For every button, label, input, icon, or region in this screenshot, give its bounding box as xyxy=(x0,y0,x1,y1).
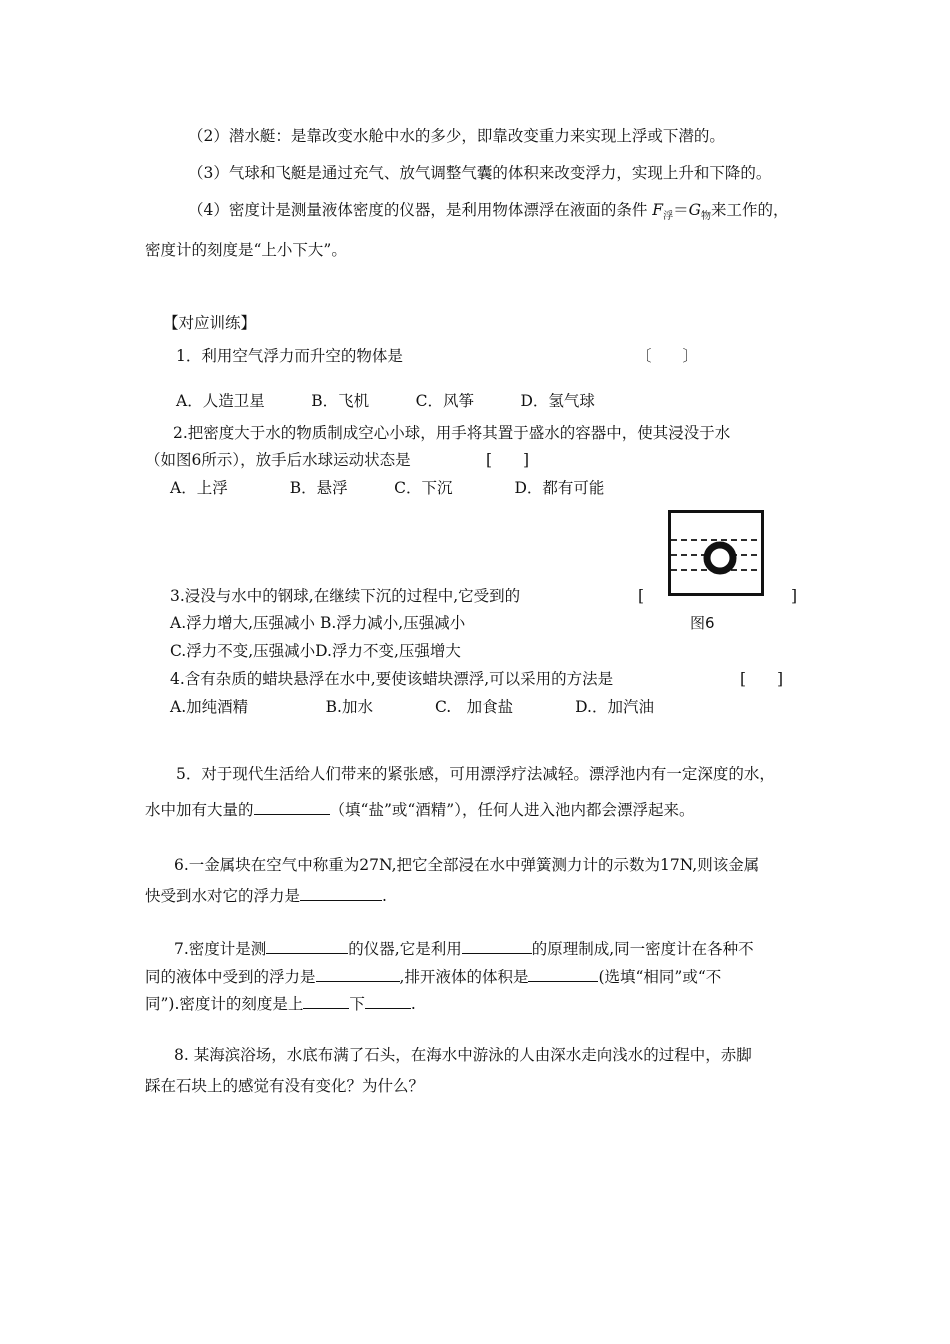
q3-options-cd: C.浮力不变,压强减小D.浮力不变,压强增大 xyxy=(170,642,461,660)
q5-blank[interactable] xyxy=(254,799,330,815)
q7-l2-text-c: (选填“相同”或“不 xyxy=(598,968,722,986)
q7-blank-4[interactable] xyxy=(528,966,598,982)
q7-l1-text-c: 的原理制成,同一密度计在各种不 xyxy=(531,940,754,958)
q3-bracket-left: [ xyxy=(638,587,645,605)
q7-l2-text-b: ,排开液体的体积是 xyxy=(399,968,529,986)
intro-paragraph-4 xyxy=(188,200,788,227)
q5-line2 xyxy=(145,799,694,820)
q8-line1: 8. 某海滨浴场，水底布满了石头，在海水中游泳的人由深水走向浅水的过程中，赤脚 xyxy=(174,1046,752,1064)
f-subscript: 浮 xyxy=(663,211,674,223)
q8-line2: 踩在石块上的感觉有没有变化？为什么？ xyxy=(145,1077,425,1095)
q4-answer-bracket: [ ] xyxy=(740,670,784,688)
q4-options: A.加纯酒精 B.加水 C. 加食盐 D.．加汽油 xyxy=(170,698,654,716)
q6-blank[interactable] xyxy=(300,885,382,901)
q5-line2-tail: （填“盐”或“酒精”），任何人进入池内都会漂浮起来。 xyxy=(329,801,695,819)
q7-l1-text-b: 的仪器,它是利用 xyxy=(348,940,462,958)
q7-l1-text-a: 7.密度计是测 xyxy=(174,940,267,958)
q2-answer-bracket: [ ] xyxy=(486,451,530,469)
f-symbol: F xyxy=(652,201,664,219)
q2-stem-line1: 2.把密度大于水的物质制成空心小球，用手将其置于盛水的容器中，使其浸没于水 xyxy=(173,424,731,442)
q7-l3-text-c: . xyxy=(410,995,416,1013)
q3-options-ab: A.浮力增大,压强减小 B.浮力减小,压强减小 xyxy=(170,614,466,632)
q5-line1: 5．对于现代生活给人们带来的紧张感，可用漂浮疗法减轻。漂浮池内有一定深度的水， xyxy=(176,765,775,783)
q1-stem: 1．利用空气浮力而升空的物体是 xyxy=(176,347,403,365)
q7-line2 xyxy=(145,966,721,987)
q7-blank-6[interactable] xyxy=(365,993,411,1009)
q7-l2-text-a: 同的液体中受到的浮力是 xyxy=(145,968,316,986)
q3-stem: 3.浸没与水中的钢球,在继续下沉的过程中,它受到的 xyxy=(170,587,521,605)
q7-l3-text-b: 下 xyxy=(349,995,365,1013)
q6-line2-text: 快受到水对它的浮力是 xyxy=(145,887,301,905)
q4-stem: 4.含有杂质的蜡块悬浮在水中,要使该蜡块漂浮,可以采用的方法是 xyxy=(170,670,614,688)
q7-blank-1[interactable] xyxy=(266,938,348,954)
q7-blank-2[interactable] xyxy=(462,938,532,954)
g-subscript: 物 xyxy=(700,211,711,223)
q7-blank-3[interactable] xyxy=(316,966,400,982)
figure-6-container-diagram xyxy=(668,510,764,596)
equals-sign: ＝ xyxy=(673,201,689,219)
q7-line1 xyxy=(174,938,754,959)
hollow-ball xyxy=(707,545,733,571)
intro-p4-tail: 来工作的， xyxy=(710,201,789,219)
intro-paragraph-4-cont: 密度计的刻度是“上小下大”。 xyxy=(145,241,347,259)
q7-line3 xyxy=(145,993,416,1014)
intro-paragraph-2: （2）潜水艇：是靠改变水舱中水的多少，即靠改变重力来实现上浮或下潜的。 xyxy=(188,127,725,145)
intro-p4-text: （4）密度计是测量液体密度的仪器，是利用物体漂浮在液面的条件 xyxy=(188,201,653,219)
q6-line2-tail: . xyxy=(382,887,387,905)
g-symbol: G xyxy=(688,201,701,219)
q2-options: A．上浮 B．悬浮 C．下沉 D．都有可能 xyxy=(170,479,605,497)
q1-options: A．人造卫星 B．飞机 C．风筝 D．氢气球 xyxy=(176,392,595,410)
q1-answer-bracket: 〔 〕 xyxy=(636,347,699,365)
intro-paragraph-3: （3）气球和飞艇是通过充气、放气调整气囊的体积来改变浮力，实现上升和下降的。 xyxy=(188,164,772,182)
q2-stem-line2: （如图6所示），放手后水球运动状态是 xyxy=(145,451,411,469)
section-title: 【对应训练】 xyxy=(163,314,257,332)
q7-l3-text-a: 同”).密度计的刻度是上 xyxy=(145,995,304,1013)
q7-blank-5[interactable] xyxy=(303,993,349,1009)
q5-line2-text: 水中加有大量的 xyxy=(145,801,254,819)
q3-bracket-right: ] xyxy=(791,587,798,605)
figure-6-caption: 图6 xyxy=(690,614,715,632)
q6-line1: 6.一金属块在空气中称重为27N,把它全部浸在水中弹簧测力计的示数为17N,则该金属 xyxy=(174,856,760,874)
q6-line2 xyxy=(145,885,387,906)
